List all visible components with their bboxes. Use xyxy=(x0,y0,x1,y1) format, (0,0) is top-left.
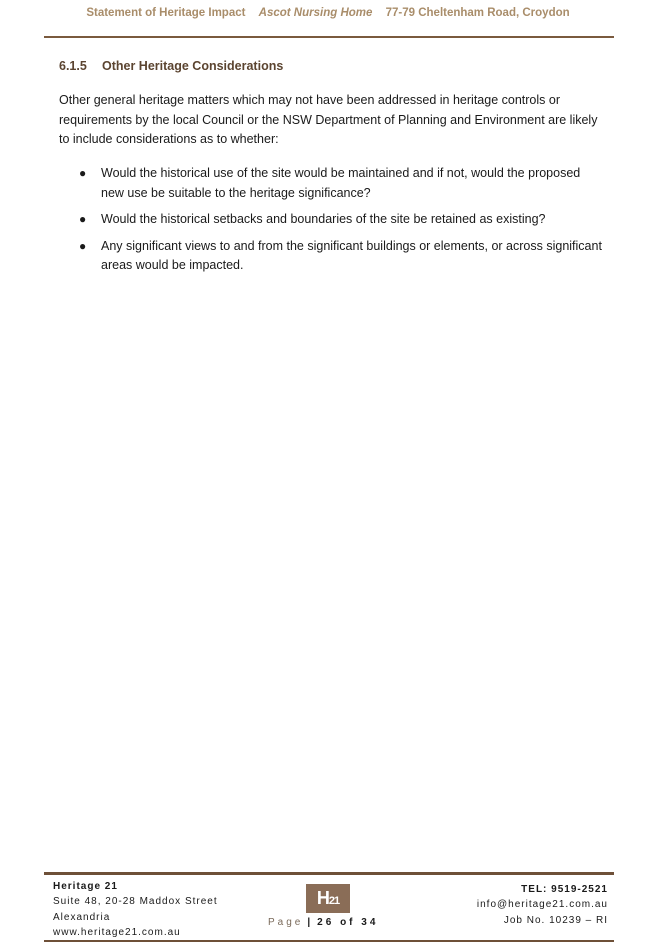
list-item-text: Would the historical setbacks and boundaries of the site be retained as existing? xyxy=(101,212,546,226)
header-divider xyxy=(44,36,614,38)
considerations-list xyxy=(59,164,604,283)
bullet-icon: ● xyxy=(79,212,87,226)
footer-divider-bottom xyxy=(44,940,614,942)
footer-job-number: Job No. 10239 – RI xyxy=(503,914,608,926)
footer-contact-left xyxy=(53,879,218,940)
list-item-text: Any significant views to and from the significant buildings or elements, or across significant areas would be impacted. xyxy=(101,238,602,272)
footer-website-link[interactable]: www.heritage21.com.au xyxy=(53,926,181,938)
footer-divider-top xyxy=(44,872,614,875)
bullet-icon: ● xyxy=(79,166,87,180)
footer-address-line1: Suite 48, 20-28 Maddox Street xyxy=(53,896,218,908)
footer-telephone: TEL: 9519-2521 xyxy=(521,884,608,895)
page-header xyxy=(0,7,656,19)
section-title: Other Heritage Considerations xyxy=(102,59,284,73)
list-item xyxy=(59,164,604,203)
header-doc-title: Statement of Heritage Impact xyxy=(86,7,246,19)
page-label: Page xyxy=(268,917,304,928)
page-separator: | xyxy=(307,917,314,928)
intro-paragraph: Other general heritage matters which may not have been addressed in heritage controls or requirements by the local Council or the NSW Department of Planning and Environment are likely to include considerations as to whether: xyxy=(59,93,598,146)
header-address: 77-79 Cheltenham Road, Croydon xyxy=(385,7,570,19)
list-item xyxy=(59,210,604,230)
list-item-text: Would the historical use of the site would be maintained and if not, would the proposed new use be suitable to the heritage significance? xyxy=(101,166,581,200)
footer-contact-right xyxy=(477,882,608,928)
footer-email-link[interactable]: info@heritage21.com.au xyxy=(476,899,608,911)
page-number xyxy=(268,917,378,928)
footer-address-line2: Alexandria xyxy=(53,911,111,923)
section-number: 6.1.5 xyxy=(59,59,87,73)
footer-org-name: Heritage 21 xyxy=(53,881,118,892)
header-project: Ascot Nursing Home xyxy=(258,7,373,19)
section-heading xyxy=(59,59,283,73)
page-count: 26 of 34 xyxy=(317,917,379,928)
heritage21-logo: H21 xyxy=(306,884,350,913)
list-item xyxy=(59,237,604,276)
bullet-icon: ● xyxy=(79,238,87,253)
